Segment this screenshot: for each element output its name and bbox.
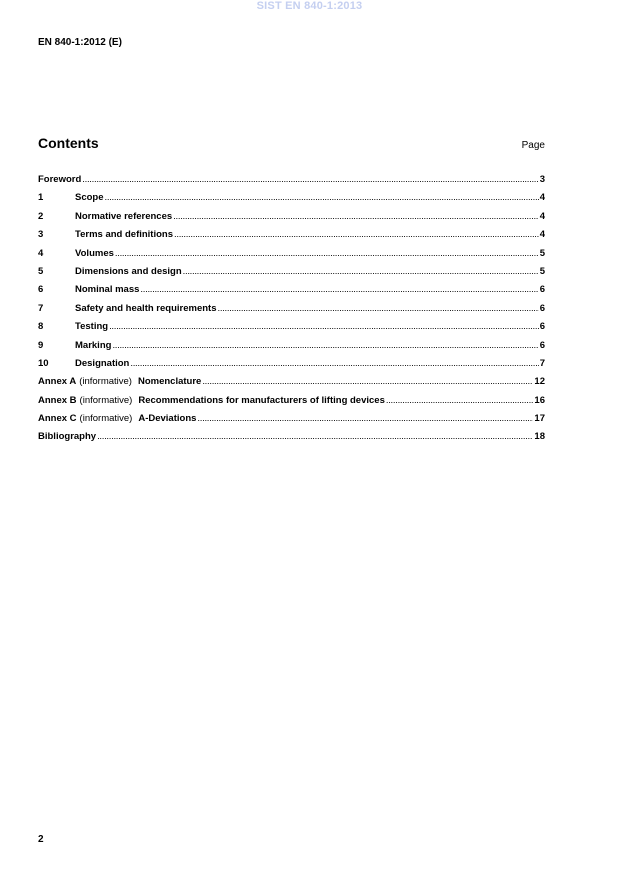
contents-heading: Contents: [38, 135, 99, 151]
toc-leader-dots: [109, 321, 539, 332]
toc-leader-dots: [97, 431, 533, 442]
toc-entry-bibliography[interactable]: [38, 431, 545, 449]
toc-entry-title: Testing: [75, 321, 109, 333]
toc-entry-title: Recommendations for manufacturers of lifting devices: [138, 394, 385, 406]
toc-leader-dots: [112, 340, 538, 351]
toc-entry-page: 17: [534, 413, 545, 425]
toc-entry-page: 16: [534, 394, 545, 406]
table-of-contents: [38, 174, 545, 450]
toc-entry-page: 3: [539, 174, 545, 185]
toc-entry-page: 5: [539, 247, 545, 259]
toc-entry-number: 5: [38, 265, 44, 277]
toc-entry-title: Dimensions and design: [75, 265, 182, 277]
toc-entry-number: 4: [38, 247, 44, 259]
toc-entry-number: 2: [38, 210, 44, 222]
toc-entry-scope[interactable]: [38, 192, 545, 210]
toc-leader-dots: [115, 248, 539, 259]
toc-entry-number: 1: [38, 192, 44, 204]
toc-entry-annex-c[interactable]: [38, 413, 545, 431]
toc-entry-marking[interactable]: [38, 340, 545, 358]
toc-annex-label: Annex C: [38, 413, 77, 425]
toc-entry-number: 6: [38, 284, 44, 296]
toc-entry-annex-a[interactable]: [38, 376, 545, 394]
toc-entry-title: Nomenclature: [137, 376, 202, 388]
page-column-label: Page: [521, 140, 545, 151]
toc-entry-title: Designation: [75, 357, 130, 369]
toc-entry-title: Safety and health requirements: [75, 302, 217, 314]
toc-entry-title: Foreword: [38, 174, 82, 185]
toc-entry-page: 18: [534, 431, 545, 443]
toc-leader-dots: [105, 192, 539, 203]
toc-entry-title: Marking: [75, 339, 112, 351]
toc-entry-volumes[interactable]: [38, 248, 545, 266]
toc-entry-terms-definitions[interactable]: [38, 229, 545, 247]
toc-leader-dots: [217, 303, 538, 314]
toc-entry-title: A-Deviations: [138, 413, 197, 425]
toc-entry-number: 10: [38, 357, 49, 369]
toc-entry-number: 3: [38, 229, 44, 241]
toc-annex-type: (informative): [79, 413, 133, 425]
toc-entry-title: Normative references: [75, 210, 173, 222]
toc-entry-title: Terms and definitions: [75, 229, 174, 241]
toc-entry-dimensions-design[interactable]: [38, 266, 545, 284]
page-number: 2: [38, 834, 44, 845]
watermark: SIST EN 840-1:2013: [256, 0, 363, 12]
toc-entry-number: 7: [38, 302, 44, 314]
toc-annex-type: (informative): [79, 376, 132, 388]
toc-entry-normative-references[interactable]: [38, 211, 545, 229]
toc-entry-page: 6: [539, 339, 545, 351]
toc-entry-page: 7: [539, 357, 545, 369]
document-id: EN 840-1:2012 (E): [38, 37, 122, 48]
toc-annex-label: Annex B: [38, 394, 77, 406]
toc-entry-page: 4: [539, 229, 545, 241]
toc-leader-dots: [202, 376, 533, 387]
toc-entry-number: 8: [38, 321, 44, 333]
toc-entry-title: Scope: [75, 192, 104, 204]
toc-leader-dots: [174, 229, 539, 240]
toc-entry-safety-health[interactable]: [38, 303, 545, 321]
toc-leader-dots: [82, 174, 538, 185]
toc-annex-type: (informative): [79, 394, 133, 406]
toc-entry-testing[interactable]: [38, 321, 545, 339]
toc-entry-page: 6: [539, 284, 545, 296]
toc-entry-page: 6: [539, 302, 545, 314]
toc-leader-dots: [386, 395, 534, 406]
toc-entry-page: 4: [539, 192, 545, 204]
toc-leader-dots: [130, 358, 538, 369]
toc-leader-dots: [140, 284, 538, 295]
toc-entry-page: 5: [539, 265, 545, 277]
toc-entry-nominal-mass[interactable]: [38, 284, 545, 302]
toc-leader-dots: [183, 266, 539, 277]
toc-leader-dots: [197, 413, 533, 424]
toc-entry-page: 6: [539, 321, 545, 333]
toc-entry-title: Bibliography: [38, 431, 97, 443]
toc-entry-annex-b[interactable]: [38, 395, 545, 413]
toc-entry-number: 9: [38, 339, 44, 351]
toc-entry-designation[interactable]: [38, 358, 545, 376]
toc-annex-label: Annex A: [38, 376, 77, 388]
toc-leader-dots: [173, 211, 539, 222]
toc-entry-title: Nominal mass: [75, 284, 140, 296]
toc-entry-page: 12: [534, 376, 545, 388]
toc-entry-foreword[interactable]: [38, 174, 545, 192]
toc-entry-page: 4: [539, 210, 545, 222]
toc-entry-title: Volumes: [75, 247, 114, 259]
